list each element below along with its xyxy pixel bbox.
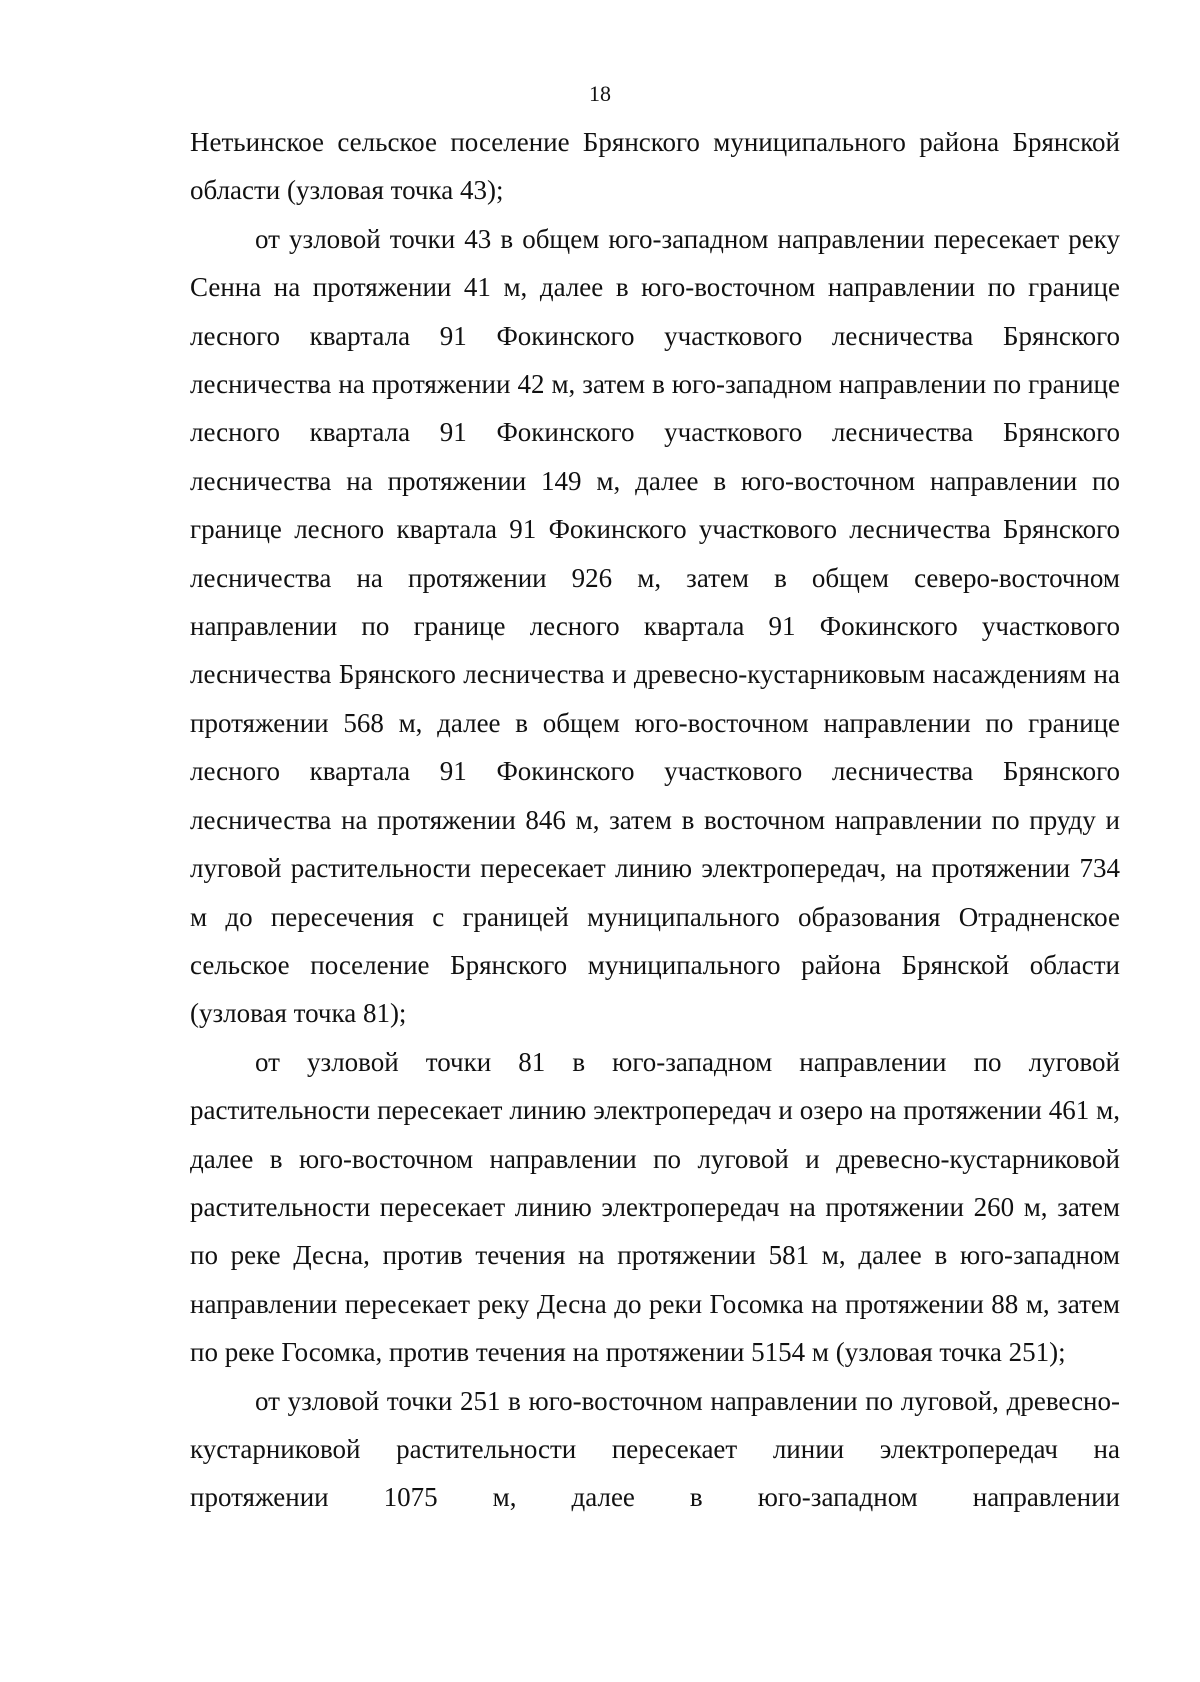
document-body: [190, 118, 1120, 1522]
paragraph-node-81: от узловой точки 81 в юго-западном направлении по луговой растительности пересекает линию электропередач и озеро на протяжении 461 м, далее в юго-восточном направлении по луговой и древесно-кустарниковой растительности пересекает линию электропередач на протяжении 260 м, затем по реке Десна, против течения на протяжении 581 м, далее в юго-западном направлении пересекает реку Десна до реки Госомка на протяжении 88 м, затем по реке Госомка, против течения на протяжении 5154 м (узловая точка 251);: [190, 1046, 1120, 1368]
page-number: 18: [589, 81, 611, 106]
paragraph-node-251: от узловой точки 251 в юго-восточном направлении по луговой, древесно-кустарниковой растительности пересекает линии электропередач на протяжении 1075 м, далее в юго-западном направлении: [190, 1385, 1120, 1513]
paragraph-node-43: от узловой точки 43 в общем юго-западном направлении пересекает реку Сенна на протяжении 41 м, далее в юго-восточном направлении по границе лесного квартала 91 Фокинского участкового лесничества Брянского лесничества на протяжении 42 м, затем в юго-западном направлении по границе лесного квартала 91 Фокинского участкового лесничества Брянского лесничества на протяжении 149 м, далее в юго-восточном направлении по границе лесного квартала 91 Фокинского участкового лесничества Брянского лесничества на протяжении 926 м, затем в общем северо-восточном направлении по границе лесного квартала 91 Фокинского участкового лесничества Брянского лесничества и древесно-кустарниковым насаждениям на протяжении 568 м, далее в общем юго-восточном направлении по границе лесного квартала 91 Фокинского участкового лесничества Брянского лесничества на протяжении 846 м, затем в восточном направлении по пруду и луговой растительности пересекает линию электропередач, на протяжении 734 м до пересечения с границей муниципального образования Отрадненское сельское поселение Брянского муниципального района Брянской области (узловая точка 81);: [190, 223, 1120, 1029]
paragraph-continuation: Нетьинское сельское поселение Брянского муниципального района Брянской области (узловая точка 43);: [190, 127, 1120, 206]
